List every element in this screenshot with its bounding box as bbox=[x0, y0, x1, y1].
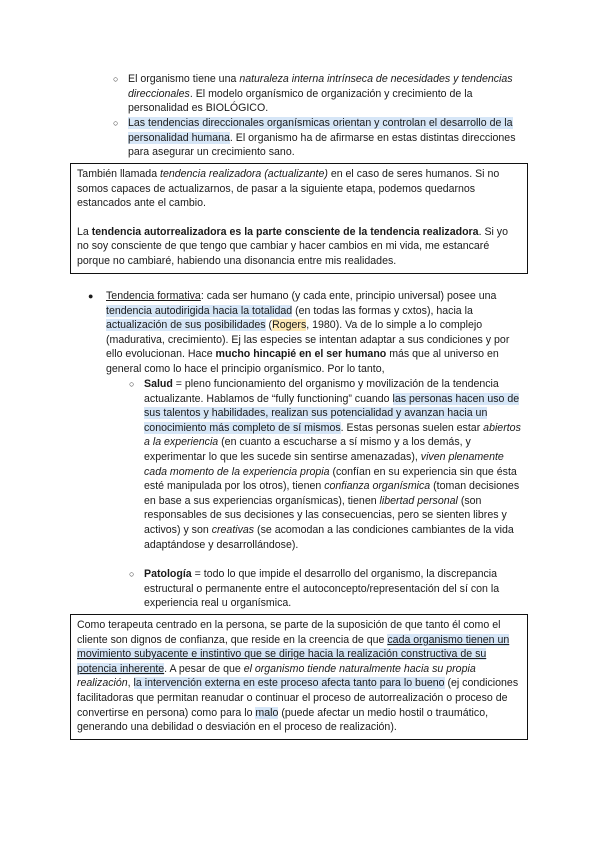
highlighted-text: tendencia autodirigida hacia la totalidad bbox=[106, 304, 293, 317]
text: . Si yo no soy consciente de que tengo que cambiar y hacer cambios en mi vida, me estancaré porque no cambiaré, habiendo una disonancia entre mis realidades. bbox=[77, 225, 509, 267]
italic-text: tendencia realizadora (actualizante) bbox=[160, 168, 328, 180]
text: (confían en su experiencia sin que ésta esté manipulada por los otros), tienen bbox=[144, 465, 517, 493]
bullet-directional-tendencies bbox=[113, 116, 523, 160]
text: (ej condiciones facilitadoras que permitan reanudar o continuar el proceso de autorrealización o proceso de convertirse en persona) como para lo bbox=[77, 677, 519, 719]
hollow-bullet-icon: ○ bbox=[113, 74, 119, 84]
bullet-organism-nature bbox=[113, 72, 523, 116]
text: (toman decisiones en base a sus experiencias organísmicas), tienen bbox=[144, 480, 520, 507]
term-label: Tendencia formativa bbox=[106, 290, 201, 302]
highlighted-text: la intervención externa en este proceso afecta tanto para lo bueno bbox=[133, 677, 445, 690]
note-box-therapist bbox=[70, 614, 528, 740]
term-label: Salud bbox=[144, 378, 173, 390]
text: (puede afectar un medio hostil o traumático, generando una debilidad o desviación en el proceso de realización). bbox=[77, 706, 489, 734]
hollow-bullet-icon: ○ bbox=[129, 569, 135, 579]
text: (en todas las formas y cxtos), hacia la bbox=[292, 304, 473, 317]
text: : cada ser humano (y cada ente, principio universal) posee una bbox=[200, 290, 497, 302]
text: (se acomodan a las condiciones cambiantes de la vida adaptándose y desarrollándose). bbox=[144, 523, 514, 551]
note-paragraph bbox=[77, 225, 521, 269]
hollow-bullet-icon: ○ bbox=[129, 379, 135, 389]
filled-bullet-icon: ● bbox=[88, 291, 94, 301]
bullet-patologia bbox=[129, 567, 526, 611]
text: La bbox=[77, 225, 92, 238]
text: . Estas personas suelen estar bbox=[340, 421, 484, 434]
italic-text: viven plenamente cada momento de la experiencia propia bbox=[144, 450, 504, 478]
highlighted-text: las personas hacen uso de sus talentos y habilidades, realizan sus potencialidad y avanzan hacia un conocimiento más completo de sí mismos bbox=[144, 392, 520, 434]
italic-text: creativas bbox=[211, 523, 255, 536]
italic-text: libertad personal bbox=[379, 494, 458, 507]
note-paragraph bbox=[77, 618, 521, 735]
highlighted-text: malo bbox=[255, 706, 279, 719]
text: , 1980). Va de lo simple a lo complejo (madurativa, crecimiento). Ej las especies se intentan adaptar a sus condiciones y por ello evolucionan. Hace bbox=[106, 319, 510, 361]
text: = pleno funcionamiento del organismo y movilización de la tendencia actualizante. Hablamos de “fully functioning” cuando bbox=[144, 378, 499, 405]
term-label: Patología bbox=[144, 568, 192, 580]
text: , bbox=[127, 677, 134, 690]
text: . A pesar de que bbox=[164, 662, 244, 675]
text: en el caso de seres humanos. Si no somos capaces de actualizarnos, de pasar a la siguiente etapa, podemos quedarnos estancados ante el cambio. bbox=[77, 168, 500, 210]
text: más que al universo en general como lo hace el principio organísmico. Por lo tanto, bbox=[106, 348, 499, 375]
text: = todo lo que impide el desarrollo del organismo, la discrepancia estructural o permanente entre el autoconcepto/representación del sí con la experiencia real u organísmica. bbox=[144, 568, 500, 610]
italic-text: abiertos a la experiencia bbox=[144, 421, 521, 449]
text: También llamada bbox=[77, 168, 161, 180]
text: El organismo tiene una bbox=[128, 73, 240, 85]
note-paragraph bbox=[77, 167, 521, 211]
hollow-bullet-icon: ○ bbox=[113, 118, 119, 128]
author-highlight: Rogers bbox=[272, 319, 307, 332]
text: ( bbox=[265, 319, 273, 332]
italic-text: confianza organísmica bbox=[324, 480, 431, 493]
italic-text: naturaleza interna intrínseca de necesidades y tendencias direccionales bbox=[128, 73, 513, 100]
text: . El modelo organísmico de organización y crecimiento de la personalidad es BIOLÓGICO. bbox=[128, 87, 473, 115]
italic-text: el organismo tiende naturalmente hacia su propia realización bbox=[77, 662, 476, 690]
bullet-formative-tendency bbox=[88, 289, 526, 377]
text: (son responsables de sus decisiones y las consecuencias, pero se sienten libres y activos) y son bbox=[144, 494, 507, 536]
bold-text: mucho hincapié en el ser humano bbox=[215, 348, 387, 361]
underlined-highlight: cada organismo tienen un movimiento subyacente e instintivo que se dirige hacia la realización constructiva de su potencia inherente bbox=[77, 633, 510, 675]
text: (en cuanto a escucharse a sí mismo y a los demás, y experimentar lo que les sucede sin sentirse amenazadas), bbox=[144, 436, 471, 463]
highlighted-text: actualización de sus posibilidades bbox=[106, 319, 266, 332]
text: . El organismo ha de afirmarse en estas distintas direcciones para asegurar un crecimiento sano. bbox=[128, 131, 516, 159]
note-box-self-actualization bbox=[70, 163, 528, 274]
text: Como terapeuta centrado en la persona, se parte de la suposición de que tanto él como el cliente son dignos de confianza, que reside en la creencia de que bbox=[77, 619, 501, 646]
bullet-salud bbox=[129, 377, 526, 552]
bold-text: tendencia autorrealizadora es la parte consciente de la tendencia realizadora bbox=[91, 225, 479, 238]
highlighted-text: Las tendencias direccionales organísmicas orientan y controlan el desarrollo de la personalidad humana bbox=[128, 117, 513, 144]
